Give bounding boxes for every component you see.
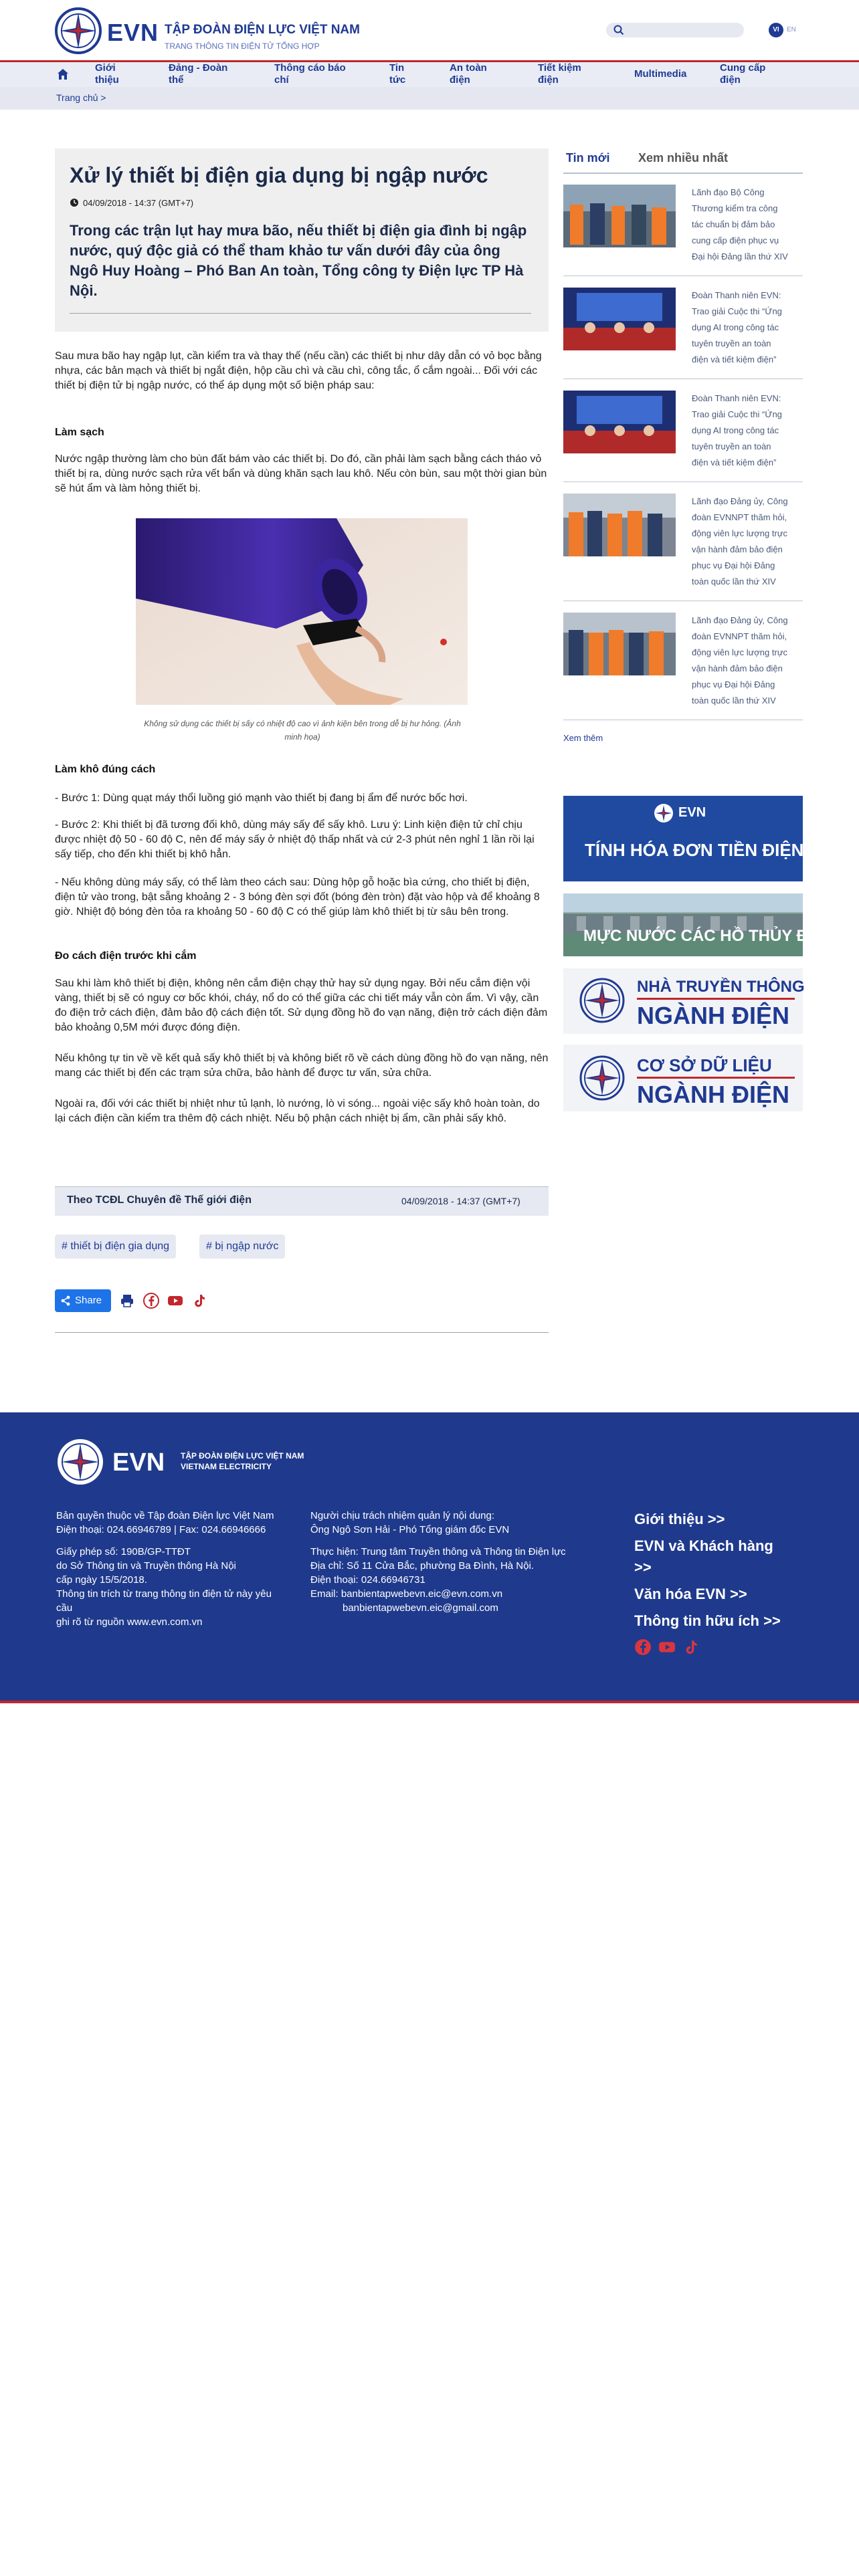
news-item-title[interactable]: Lãnh đạo Đảng ủy, Công đoàn EVNNPT thăm hỏi, động viên lực lượng trực vận hành đảm bảo điện phục vụ Đại hội Đảng toàn quốc lần thứ XIV (692, 615, 788, 706)
footer-link-van-hoa-evn[interactable]: Văn hóa EVN >> (634, 1586, 747, 1602)
article-sapo: Trong các trận lụt hay mưa bão, nếu thiết bị điện gia đình bị ngập nước, quý độc giả có thể tham khảo tư vấn dưới đây của ông Ngô Huy Hoàng – Phó Ban An toàn, Tổng công ty Điện lực TP Hà Nội. (70, 222, 527, 299)
footer-link-gioi-thieu[interactable]: Giới thiệu >> (634, 1511, 725, 1527)
nav-item-tin-tuc[interactable]: Tin tức (389, 62, 406, 86)
nav-item-multimedia[interactable]: Multimedia (634, 68, 687, 80)
tiktok-icon[interactable] (682, 1638, 700, 1656)
news-thumbnail[interactable] (563, 391, 676, 453)
facebook-icon[interactable] (634, 1638, 652, 1656)
evn-logo-icon[interactable] (56, 1438, 104, 1486)
paragraph-do-cach-dien: Sau khi làm khô thiết bị điện, không nên cắm điện chạy thử hay sử dụng ngay. Bởi nếu cắm điện vội vàng, thiết bị sẽ có nguy cơ bốc khói, cháy, nổ do có thể giữa các chi tiết máy vẫn còn ẩm. Vì vậy, cần đo điện trở cách điện, đảm bảo độ cách điện tốt. Sử dụng đồng hồ đo vạn năng, điện trở cách điện đảm bảo khoảng 0,5M mới được đóng điện. (55, 978, 548, 1033)
footer-link-thong-tin-huu-ich[interactable]: Thông tin hữu ích >> (634, 1612, 781, 1629)
nav-item-tiet-kiem-dien[interactable]: Tiết kiệm điện (538, 62, 581, 86)
paragraph-advice: Nếu không tự tin về về kết quả sấy khô thiết bị và không biết rõ về cách dùng đồng hồ đo vạn năng, nên mang các thiết bị đến các trạm sửa chữa, bảo hành để được tư vấn, sửa chữa. (55, 1053, 549, 1079)
main-nav (0, 60, 859, 87)
paragraph-lam-sach: Nước ngập thường làm cho bùn đất bám vào các thiết bị. Do đó, cần phải làm sạch bằng cách tháo vỏ thiết bị ra, dùng nước sạch rửa vết bẩn và dùng khăn sạch lau khô. Nếu còn bùn, sau một thời gian bùn sẽ hút ẩm và làm hỏng thiết bị. (55, 453, 547, 494)
facebook-icon[interactable] (143, 1293, 159, 1309)
article-intro: Sau mưa bão hay ngập lụt, cần kiểm tra và thay thế (nếu cần) các thiết bị như dây dẫn có vỏ bọc bằng nhựa, các bản mạch và thiết bị ngắt điện, hộp cầu chì và cầu chì, công tắc, ổ cắm ngoài... Đối với các thiết bị điện tử bị ngập nước, có thể áp dụng một số biện pháp sau: (55, 350, 542, 391)
footer-link-evn-khach-hang[interactable]: EVN và Khách hàng >> (634, 1537, 773, 1576)
article-source: Theo TCĐL Chuyên đề Thế giới điện (67, 1194, 252, 1206)
banner-tinh-hoa-don[interactable]: EVN TÍNH HÓA ĐƠN TIỀN ĐIỆN (563, 796, 803, 881)
footer-company-name: TẬP ĐOÀN ĐIỆN LỰC VIỆT NAM (181, 1451, 304, 1461)
breadcrumb[interactable]: Trang chủ > (56, 92, 106, 103)
image-caption: Không sử dụng các thiết bị sấy có nhiệt độ cao vì ảnh kiện bên trong dễ bị hư hỏng. (Ảnh minh họa) (144, 719, 461, 742)
lang-en-button[interactable]: EN (787, 26, 796, 33)
tab-tin-moi[interactable]: Tin mới (566, 151, 610, 165)
divider (637, 998, 795, 1000)
footer-copyright: Bản quyền thuộc về Tập đoàn Điện lực Việt Nam Điện thoại: 024.66946789 | Fax: 024.66946666 (56, 1510, 274, 1535)
footer-brand: EVN (112, 1448, 165, 1477)
brand-name[interactable]: EVN (107, 19, 159, 46)
share-button[interactable]: Share (55, 1289, 111, 1312)
tiktok-icon[interactable] (191, 1293, 207, 1309)
divider (70, 313, 531, 314)
clock-icon (70, 198, 79, 207)
footer-responsible: Người chịu trách nhiệm quản lý nội dung: Ông Ngô Sơn Hải - Phó Tổng giám đốc EVN (310, 1510, 510, 1535)
banner-muc-nuoc-ho-thuy-dien[interactable]: MỰC NƯỚC CÁC HỒ THỦY ĐIỆN (563, 893, 803, 956)
star-logo-icon (579, 1055, 625, 1101)
news-thumbnail[interactable] (563, 288, 676, 350)
footer-company-name-en: VIETNAM ELECTRICITY (181, 1462, 272, 1471)
banner-nha-truyen-thong[interactable]: NHÀ TRUYỀN THÔNG NGÀNH ĐIỆN (563, 968, 803, 1034)
nav-item-gioi-thieu[interactable]: Giới thiệu (95, 62, 119, 86)
divider (637, 1077, 795, 1079)
tab-underline (563, 173, 803, 174)
search-input[interactable] (606, 23, 744, 37)
paragraph-no-dryer: - Nếu không dùng máy sấy, có thể làm theo cách sau: Dùng hộp gỗ hoặc bìa cứng, cho thiết bị điện, điện tử vào trong, bật sẵng khoảng 2 - 3 bóng đèn sợi đốt (bóng đèn tròn) đặt vào hộp và để khoảng 8 giờ. Nhiệt độ bóng đèn tỏa ra khoảng 50 - 60 độ C có thể giúp làm khô thiết bị từ sâu bên trong. (55, 877, 540, 918)
site-subtitle: TRANG THÔNG TIN ĐIỆN TỬ TỔNG HỢP (165, 41, 320, 51)
news-item-title[interactable]: Lãnh đạo Đảng ủy, Công đoàn EVNNPT thăm hỏi, động viên lực lượng trực vận hành đảm bảo điện phục vụ Đại hội Đảng toàn quốc lần thứ XIV (692, 496, 788, 586)
article-source-date: 04/09/2018 - 14:37 (GMT+7) (401, 1196, 520, 1206)
nav-item-thong-cao-bao-chi[interactable]: Thông cáo báo chí (274, 62, 346, 86)
footer-license: Giấy phép số: 190B/GP-TTĐT do Sở Thông tin và Truyền thông Hà Nội cấp ngày 15/5/2018. Thông tin trích từ trang thông tin điện tử này yêu cầu ghi rõ từ nguồn www.evn.com.vn (56, 1546, 272, 1628)
home-icon[interactable] (56, 68, 70, 81)
tag-bi-ngap-nuoc[interactable]: # bị ngập nước (199, 1235, 285, 1259)
star-logo-icon (579, 978, 625, 1023)
footer-executor: Thực hiện: Trung tâm Truyền thông và Thông tin Điện lực Địa chỉ: Số 11 Cửa Bắc, phường Ba Đình, Hà Nội. Điện thoại: 024.66946731 Email: banbientapwebevn.eic@evn.com.vn banbientapwebevn.eic@gmail.com (310, 1546, 566, 1614)
news-thumbnail[interactable] (563, 185, 676, 247)
article-title: Xử lý thiết bị điện gia dụng bị ngập nước (70, 163, 488, 187)
evn-logo-icon[interactable] (55, 7, 102, 54)
news-thumbnail[interactable] (563, 494, 676, 556)
heading-lam-kho: Làm khô đúng cách (55, 764, 156, 775)
article-image (136, 518, 468, 705)
news-thumbnail[interactable] (563, 613, 676, 675)
paragraph-step-2: - Bước 2: Khi thiết bị đã tương đối khô, dùng máy sấy để sấy khô. Lưu ý: Linh kiện điện tử chỉ chịu được nhiệt độ 50 - 60 độ C, nên để máy sấy ở nhiệt độ thấp nhất và cứ 2-3 phút nên nghỉ 1 lần rồi lại sấy tiếp, cho đến khi thiết bị khô hẳn. (55, 819, 535, 860)
paragraph-step-1: - Bước 1: Dùng quạt máy thổi luồng gió mạnh vào thiết bị đang bị ẩm để nước bốc hơi. (55, 792, 468, 804)
article-date: 04/09/2018 - 14:37 (GMT+7) (83, 198, 194, 208)
dam-image (563, 893, 803, 956)
evn-logo-icon (653, 802, 674, 824)
youtube-icon[interactable] (167, 1293, 183, 1309)
see-more-link[interactable]: Xem thêm (563, 733, 603, 743)
heading-lam-sach: Làm sạch (55, 427, 104, 438)
youtube-icon[interactable] (658, 1638, 676, 1656)
nav-item-dang-doan-the[interactable]: Đảng - Đoàn thể (169, 62, 228, 86)
breadcrumb-bar (0, 87, 859, 110)
lang-vi-button[interactable]: VI (769, 23, 783, 37)
tag-thiet-bi-dien-gia-dung[interactable]: # thiết bị điện gia dụng (55, 1235, 176, 1259)
divider (563, 481, 803, 482)
tab-xem-nhieu-nhat[interactable]: Xem nhiều nhất (638, 151, 729, 165)
heading-do-cach-dien: Đo cách điện trước khi cắm (55, 950, 197, 962)
search-icon[interactable] (613, 24, 625, 36)
news-item-title[interactable]: Đoàn Thanh niên EVN: Trao giải Cuộc thi “Ứng dụng AI trong công tác tuyên truyền an toàn điện và tiết kiệm điện” (692, 290, 782, 364)
paragraph-other-devices: Ngoài ra, đối với các thiết bị nhiệt như tủ lạnh, lò nướng, lò vi sóng... ngoài việc sấy khô hoàn toàn, do lại cách điện cần kiểm tra thêm độ cách nhiệt. Nếu bộ phận cách nhiệt bị ẩm, cần phải sấy khô. (55, 1098, 540, 1124)
banner-co-so-du-lieu[interactable]: CƠ SỞ DỮ LIỆU NGÀNH ĐIỆN (563, 1045, 803, 1111)
news-item-title[interactable]: Đoàn Thanh niên EVN: Trao giải Cuộc thi “Ứng dụng AI trong công tác tuyên truyền an toàn điện và tiết kiệm điện” (692, 393, 782, 467)
share-icon (60, 1295, 71, 1306)
site-header (0, 0, 859, 60)
divider (55, 1332, 549, 1333)
nav-item-an-toan-dien[interactable]: An toàn điện (450, 62, 487, 86)
news-item-title[interactable]: Lãnh đạo Bộ Công Thương kiểm tra công tác chuẩn bị đảm bảo cung cấp điện phục vụ Đại hội Đảng lần thứ XIV (692, 187, 788, 261)
site-title[interactable]: TẬP ĐOÀN ĐIỆN LỰC VIỆT NAM (165, 23, 360, 37)
nav-item-cung-cap-dien[interactable]: Cung cấp điện (720, 62, 766, 86)
print-icon[interactable] (119, 1293, 135, 1309)
